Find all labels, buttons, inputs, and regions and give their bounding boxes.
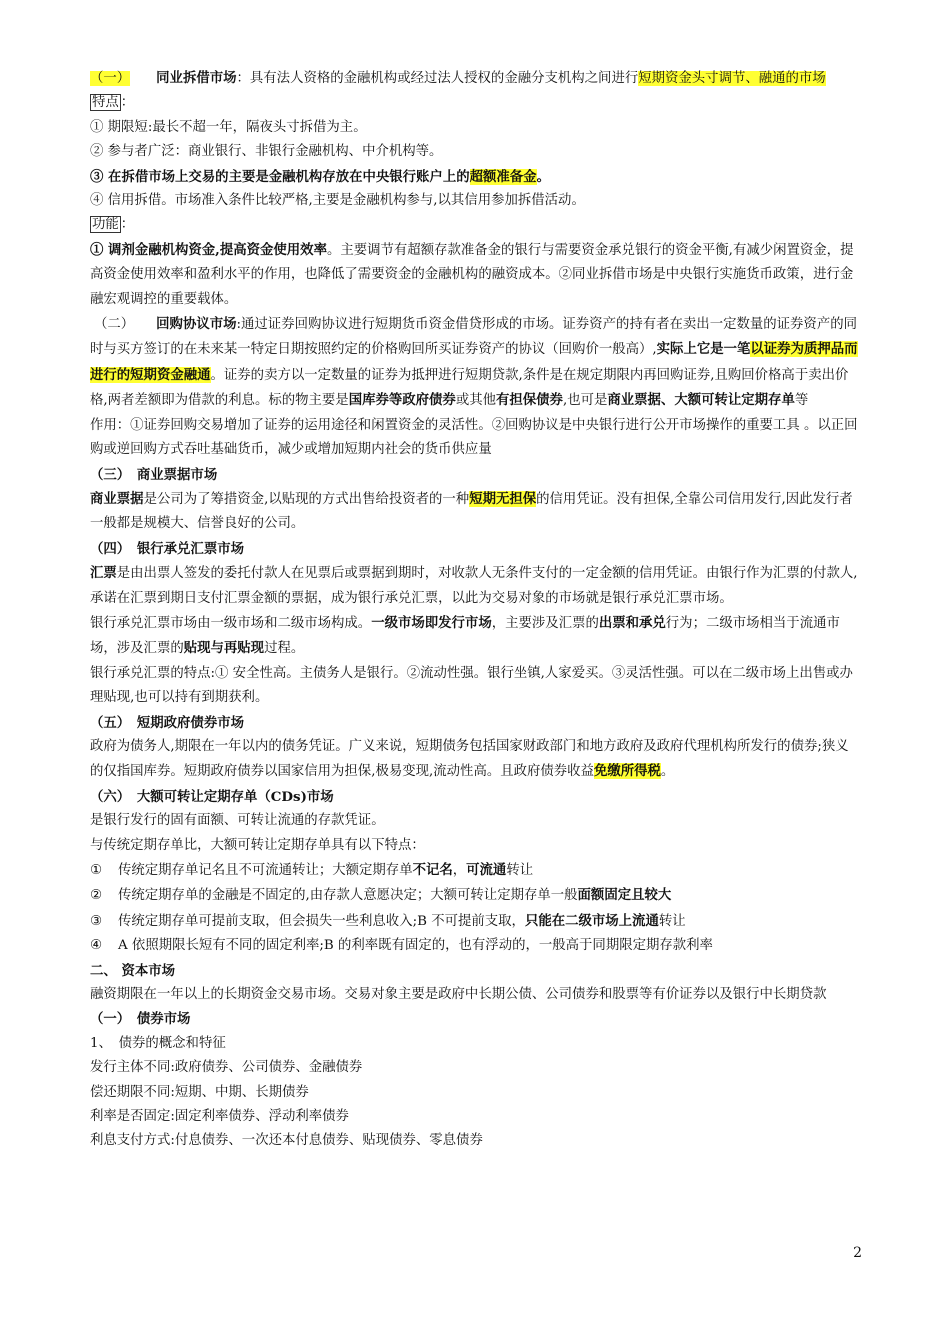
bond-item: 1、 债券的概念和特征 <box>90 1035 226 1051</box>
heading-capital-market: 二、 资本市场 <box>90 962 176 979</box>
acceptance-definition: 汇票是由出票人签发的委托付款人在见票后或票据到期时，对收款人无条件支付的一定金额的信用凭证。由银行作为汇票的付款人,承诺在汇票到期日支付汇票金额的票据，成为银行承兑汇票，以此为交易对象的市场就是银行承兑汇票市场。 <box>90 565 858 606</box>
section-number: （二） <box>94 317 135 333</box>
function-paragraph: ① 调剂金融机构资金,提高资金使用效率。主要调节有超额存款准备金的银行与需要资金承兑银行的资金平衡,有减少闲置资金，提高资金使用效率和盈利水平的作用，也降低了需要资金的金融机构的融资成本。②同业拆借市场是中央银行实施货币政策，进行金融宏观调控的重要载体。 <box>90 241 854 307</box>
section-bankers-acceptance: （四） 银行承兑汇票市场 <box>90 540 244 557</box>
feature-item: ④ 信用拆借。市场准入条件比较严格,主要是金融机构参与,以其信用参加拆借活动。 <box>90 193 585 209</box>
section-interbank: （一） 同业拆借市场：具有法人资格的金融机构或经过法人授权的金融分支机构之间进行短期资金头寸调节、融通的市场 <box>90 70 826 86</box>
acceptance-markets: 银行承兑汇票市场由一级市场和二级市场构成。一级市场即发行市场，主要涉及汇票的出票和承兑行为；二级市场相当于流通市场，涉及汇票的贴现与再贴现过程。 <box>90 614 840 657</box>
section-title: 回购协议市场 <box>156 316 237 333</box>
cds-item: ③ 传统定期存单可提前支取，但会损失一些利息收入;B 不可提前支取，只能在二级市场上流通转让 <box>90 912 686 929</box>
highlight-text: 超额准备金 <box>469 168 537 185</box>
commercial-paper-text: 商业票据是公司为了筹措资金,以贴现的方式出售给投资者的一种短期无担保的信用凭证。没有担保,全靠公司信用发行,因此发行者一般都是规模大、信誉良好的公司。 <box>90 490 853 532</box>
highlight-text: 以证券为质押品而进行的短期资金融通 <box>90 341 858 383</box>
bond-item: 利息支付方式:付息债券、一次还本付息债券、贴现债券、零息债券 <box>90 1133 483 1149</box>
subheading-functions: 功能 ： <box>92 217 135 233</box>
acceptance-features: 银行承兑汇票的特点:① 安全性高。主债务人是银行。②流动性强。银行坐镇,人家爱买。③灵活性强。可以在二级市场上出售或办理贴现,也可以持有到期获利。 <box>90 665 853 706</box>
highlight-text: 短期无担保 <box>469 490 537 507</box>
section-cds: （六） 大额可转让定期存单（CDs)市场 <box>90 788 334 805</box>
cds-item: ④ A 依照期限长短有不同的固定利率;B 的利率既有固定的，也有浮动的，一般高于同期限定期存款利率 <box>90 938 713 954</box>
capital-market-text: 融资期限在一年以上的长期资金交易市场。交易对象主要是政府中长期公债、公司债券和股票等有价证券以及银行中长期贷款 <box>90 987 827 1003</box>
cds-item: ② 传统定期存单的金融是不固定的,由存款人意愿决定；大额可转让定期存单一般面额固定且较大 <box>90 887 672 904</box>
feature-item: ② 参与者广泛：商业银行、非银行金融机构、中介机构等。 <box>90 144 443 160</box>
section-title: 同业拆借市场 <box>156 70 237 86</box>
highlight-text: 免缴所得税 <box>593 763 661 780</box>
document-body <box>90 66 862 1154</box>
subheading-features: 特点 ： <box>92 95 135 111</box>
cds-text: 与传统定期存单比，大额可转让定期存单具有以下特点： <box>90 837 425 853</box>
gov-bonds-text: 政府为债务人,期限在一年以内的债务凭证。广义来说，短期债务包括国家财政部门和地方政府及政府代理机构所发行的债券;狭义的仅指国库券。短期政府债券以国家信用为担保,极易变现,流动性高。且政府债券收益免缴所得税。 <box>90 738 849 780</box>
section-number: （一） <box>90 71 131 86</box>
section-repo: （二） 回购协议市场:通过证券回购协议进行短期货币资金借贷形成的市场。证券资产的持有者在卖出一定数量的证券资产的同时与买方签订的在未来某一特定日期按照约定的价格购回所买证券资产的协议（回购价一般高）,实际上它是一笔以证券为质押品而进行的短期资金融通。证券的卖方以一定数量的证券为抵押进行短期贷款,条件是在规定期限内再回购证券,且购回价格高于卖出价格,两者差额即为借款的利息。标的物主要是国库券等政府债券或其他有担保债券,也可是商业票据、大额可转让定期存单等 <box>90 316 858 409</box>
feature-item: ③ 在拆借市场上交易的主要是金融机构存放在中央银行账户上的超额准备金。 <box>90 168 550 185</box>
section-commercial-paper: （三） 商业票据市场 <box>90 466 218 483</box>
highlight-text: 短期资金头寸调节、融通的市场 <box>638 71 826 86</box>
section-bond-market: （一） 债券市场 <box>90 1011 191 1028</box>
page-number: 2 <box>853 1245 862 1261</box>
section-short-term-gov-bonds: （五） 短期政府债券市场 <box>90 714 244 731</box>
bond-item: 偿还期限不同:短期、中期、长期债券 <box>90 1084 309 1100</box>
repo-function: 作用：①证券回购交易增加了证券的运用途径和闲置资金的灵活性。②回购协议是中央银行进行公开市场操作的重要工具 。以正回购或逆回购方式吞吐基础货币，减少或增加短期内社会的货币供应量 <box>90 417 858 458</box>
feature-item: ① 期限短:最长不超一年，隔夜头寸拆借为主。 <box>90 119 367 135</box>
cds-item: ① 传统定期存单记名且不可流通转让；大额定期存单不记名，可流通转让 <box>90 862 534 878</box>
cds-text: 是银行发行的固有面额、可转让流通的存款凭证。 <box>90 813 385 829</box>
bond-item: 发行主体不同:政府债券、公司债券、金融债券 <box>90 1060 363 1076</box>
bond-item: 利率是否固定:固定利率债券、浮动利率债券 <box>90 1109 349 1125</box>
